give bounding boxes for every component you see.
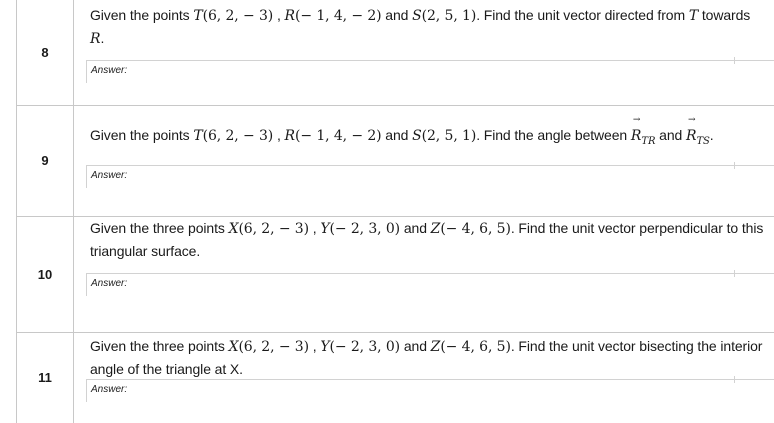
vector-symbol (686, 127, 710, 147)
vector-subscript: TS (696, 136, 710, 147)
vector-letter: → R (631, 125, 641, 147)
question-text-run: and (655, 127, 687, 143)
question-text-run: Given the three points (90, 220, 229, 236)
math-symbol: (− 1, 4, − 2) (294, 8, 382, 24)
question-text-run: , (308, 220, 321, 236)
question-text-run: and (381, 7, 413, 23)
math-symbol: R (90, 31, 101, 47)
vector-letter: → R (686, 125, 696, 147)
math-symbol: Y (320, 339, 330, 355)
answer-field[interactable] (86, 60, 774, 83)
question-text-run: . (709, 127, 714, 143)
divider-tick (734, 57, 735, 64)
math-symbol: (6, 2, − 3) (238, 221, 309, 237)
question-text (90, 124, 767, 153)
question-text-run: , (308, 338, 321, 354)
question-row (17, 0, 774, 106)
math-symbol: T (193, 128, 203, 144)
vector-symbol (630, 127, 656, 147)
question-row (17, 105, 774, 217)
math-symbol: (− 1, 4, − 2) (294, 128, 382, 144)
question-number: 9 (17, 105, 74, 216)
math-symbol: (6, 2, − 3) (238, 339, 309, 355)
math-symbol: T (688, 8, 699, 24)
math-symbol: (− 4, 6, 5) (440, 221, 511, 237)
answer-label: Answer: (91, 65, 128, 76)
divider-tick (734, 376, 735, 383)
math-symbol: T (193, 8, 203, 24)
math-symbol: (6, 2, − 3) (202, 8, 274, 24)
math-symbol: Z (430, 339, 441, 355)
math-symbol: (− 2, 3, 0) (329, 339, 401, 355)
question-number: 8 (17, 0, 74, 105)
answer-label: Answer: (91, 384, 128, 395)
question-cell (73, 216, 774, 332)
question-text-run: Given the points (90, 7, 194, 23)
question-cell (73, 0, 774, 105)
answer-field[interactable] (86, 273, 774, 296)
question-text-run: . Find the unit vector directed from (476, 7, 689, 23)
divider-tick (734, 162, 735, 169)
math-symbol: X (228, 339, 239, 355)
question-text-run: , (273, 7, 285, 23)
math-symbol: R (284, 128, 295, 144)
question-text-run: and (381, 127, 413, 143)
math-symbol: S (412, 128, 422, 144)
question-text (90, 217, 767, 262)
question-text-run: . Find the unit vector bisecting the interior angle of the triangle at X. (90, 338, 763, 377)
divider-tick (734, 270, 735, 277)
math-symbol: R (284, 8, 295, 24)
math-symbol: Z (430, 221, 441, 237)
question-cell (73, 332, 774, 423)
question-row (17, 332, 774, 423)
math-symbol: (− 2, 3, 0) (329, 221, 401, 237)
question-number: 10 (17, 216, 74, 332)
question-text (90, 4, 767, 50)
question-text-run: Given the points (90, 127, 194, 143)
math-symbol: S (412, 8, 422, 24)
question-row (17, 216, 774, 333)
question-text-run: . (100, 30, 105, 46)
math-symbol: X (228, 221, 239, 237)
math-symbol: (− 4, 6, 5) (440, 339, 511, 355)
math-symbol: (6, 2, − 3) (202, 128, 274, 144)
answer-field[interactable] (86, 379, 774, 402)
question-text-run: . Find the unit vector perpendicular to this triangular surface. (90, 220, 764, 259)
vector-subscript: TR (641, 136, 656, 147)
math-symbol: Y (320, 221, 330, 237)
question-cell (73, 105, 774, 216)
question-table (16, 0, 774, 423)
answer-field[interactable] (86, 165, 774, 188)
question-text-run: . Find the angle between (476, 127, 631, 143)
math-symbol: (2, 5, 1) (421, 128, 477, 144)
question-text-run: and (400, 338, 431, 354)
question-text-run: and (400, 220, 431, 236)
question-text-run: , (273, 127, 285, 143)
question-text-run: Given the three points (90, 338, 229, 354)
question-number: 11 (17, 332, 74, 423)
math-symbol: (2, 5, 1) (421, 8, 477, 24)
answer-label: Answer: (91, 278, 128, 289)
question-text-run: towards (698, 7, 751, 23)
answer-label: Answer: (91, 170, 128, 181)
question-text (90, 335, 767, 380)
